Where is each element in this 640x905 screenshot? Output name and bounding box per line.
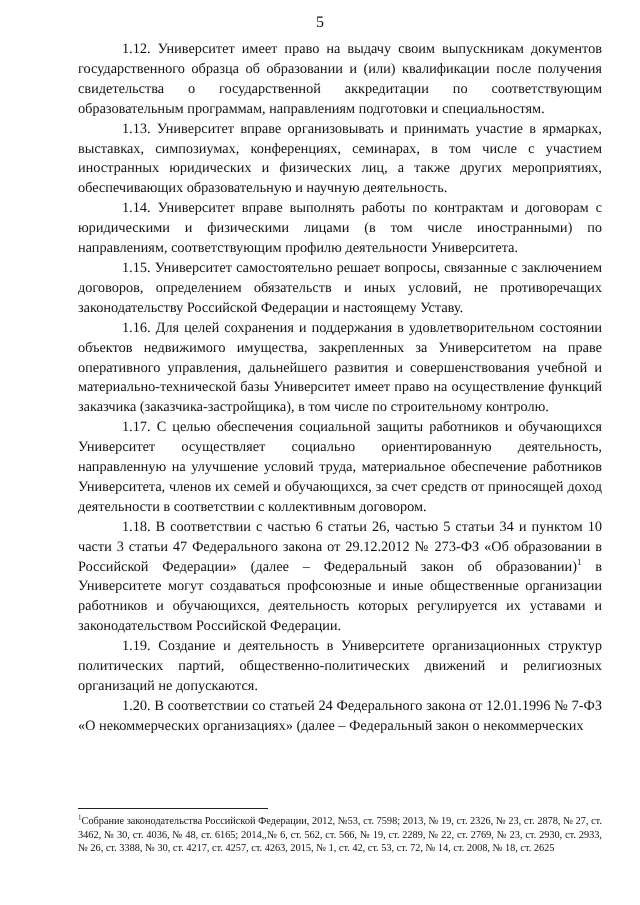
paragraph-number: 1.16. (122, 319, 151, 336)
paragraph-text: Создание и деятельность в Университете организационных структур политических партий, общественно-политических движений и религиозных организаций не допускаются. (78, 638, 602, 694)
footnote (78, 815, 602, 856)
footnote-text: Собрание законодательства Российской Федерации, 2012, №53, ст. 7598; 2013, № 19, ст. 2326, № 23, ст. 2878, № 27, ст. 3462, № 30, ст. 4036, № 48, ст. 6165; 2014,,№ 6, ст. 562, ст. 566, № 19, ст. 2289, № 22, ст. 2769, № 23, ст. 2930, ст. 2933, № 26, ст. 3388, № 30, ст. 4217, ст. 4257, ст. 4263, 2015, № 1, ст. 42, ст. 53, ст. 72, № 14, ст. 2008, № 18, ст. 2625 (78, 816, 602, 855)
paragraph-number: 1.19. (122, 638, 151, 655)
paragraph-number: 1.13. (122, 120, 151, 137)
paragraph-1-13 (78, 120, 602, 200)
paragraph-1-18 (78, 518, 602, 637)
document-body (78, 40, 602, 737)
paragraph-1-15 (78, 259, 602, 319)
paragraph-text-continued: в Университете могут создаваться профсоюзные и иные общественные организации работников и обучающихся, деятельность которых регулируется их уставами и законодательством Российской Федерации. (78, 558, 602, 635)
paragraph-text: Университет вправе выполнять работы по контрактам и договорам с юридическими и физическими лицами (в том числе иностранными) по направлениям, соответствующим профилю деятельности Университета. (78, 200, 603, 257)
paragraph-text: Университет имеет право на выдачу своим выпускникам документов государственного образца об образовании и (или) квалификации после получения свидетельства о государственной аккредитации по соответствующим образовательным программам, направлениям подготовки и специальностям. (78, 41, 602, 117)
footnote-divider (78, 808, 268, 809)
paragraph-1-12 (78, 40, 602, 120)
paragraph-text: В соответствии с частью 6 статьи 26, частью 5 статьи 34 и пунктом 10 части 3 статьи 47 Федерального закона от 29.12.2012 № 273-ФЗ «Об образовании в Российской Федерации» (далее – Федеральный закон об образовании) (78, 518, 602, 575)
paragraph-number: 1.18. (122, 518, 151, 535)
footnote-reference[interactable]: 1 (576, 556, 582, 567)
paragraph-number: 1.14. (122, 200, 151, 217)
paragraph-1-17 (78, 418, 602, 518)
paragraph-number: 1.20. (122, 697, 151, 714)
paragraph-number: 1.17. (122, 419, 151, 436)
paragraph-1-20 (78, 697, 602, 737)
paragraph-number: 1.15. (122, 259, 151, 276)
paragraph-text: Для целей сохранения и поддержания в удовлетворительном состоянии объектов недвижимого имущества, закрепленных за Университетом на праве оперативного управления, дальнейшего развития и совершенствования учебной и материально-технической базы Университет имеет право на осуществление функций заказчика (заказчика-застройщика), в том числе по строительному контролю. (78, 319, 602, 416)
paragraph-1-14 (78, 199, 602, 259)
paragraph-1-19 (78, 637, 602, 697)
page-number: 5 (316, 14, 324, 31)
paragraph-text: В соответствии со статьей 24 Федерального закона от 12.01.1996 № 7-ФЗ «О некоммерческих организациях» (далее – Федеральный закон о некоммерческих (78, 697, 603, 734)
paragraph-text: С целью обеспечения социальной защиты работников и обучающихся Университет осуществляет социально ориентированную деятельность, направленную на улучшение условий труда, материальное обеспечение работников Университета, членов их семей и обучающихся, за счет средств от приносящей доход деятельности в соответствии с коллективным договором. (78, 419, 602, 515)
footnote-mark: 1 (78, 813, 82, 822)
paragraph-number: 1.12. (122, 41, 151, 57)
paragraph-1-16 (78, 319, 602, 419)
paragraph-text: Университет самостоятельно решает вопросы, связанные с заключением договоров, определением обязательств и иных условий, не противоречащих законодательству Российской Федерации и настоящему Уставу. (78, 259, 603, 316)
paragraph-text: Университет вправе организовывать и принимать участие в ярмарках, выставках, симпозиумах, конференциях, семинарах, в том числе с участием иностранных юридических и физических лиц, а также других мероприятиях, обеспечивающих образовательную и научную деятельность. (78, 120, 603, 197)
